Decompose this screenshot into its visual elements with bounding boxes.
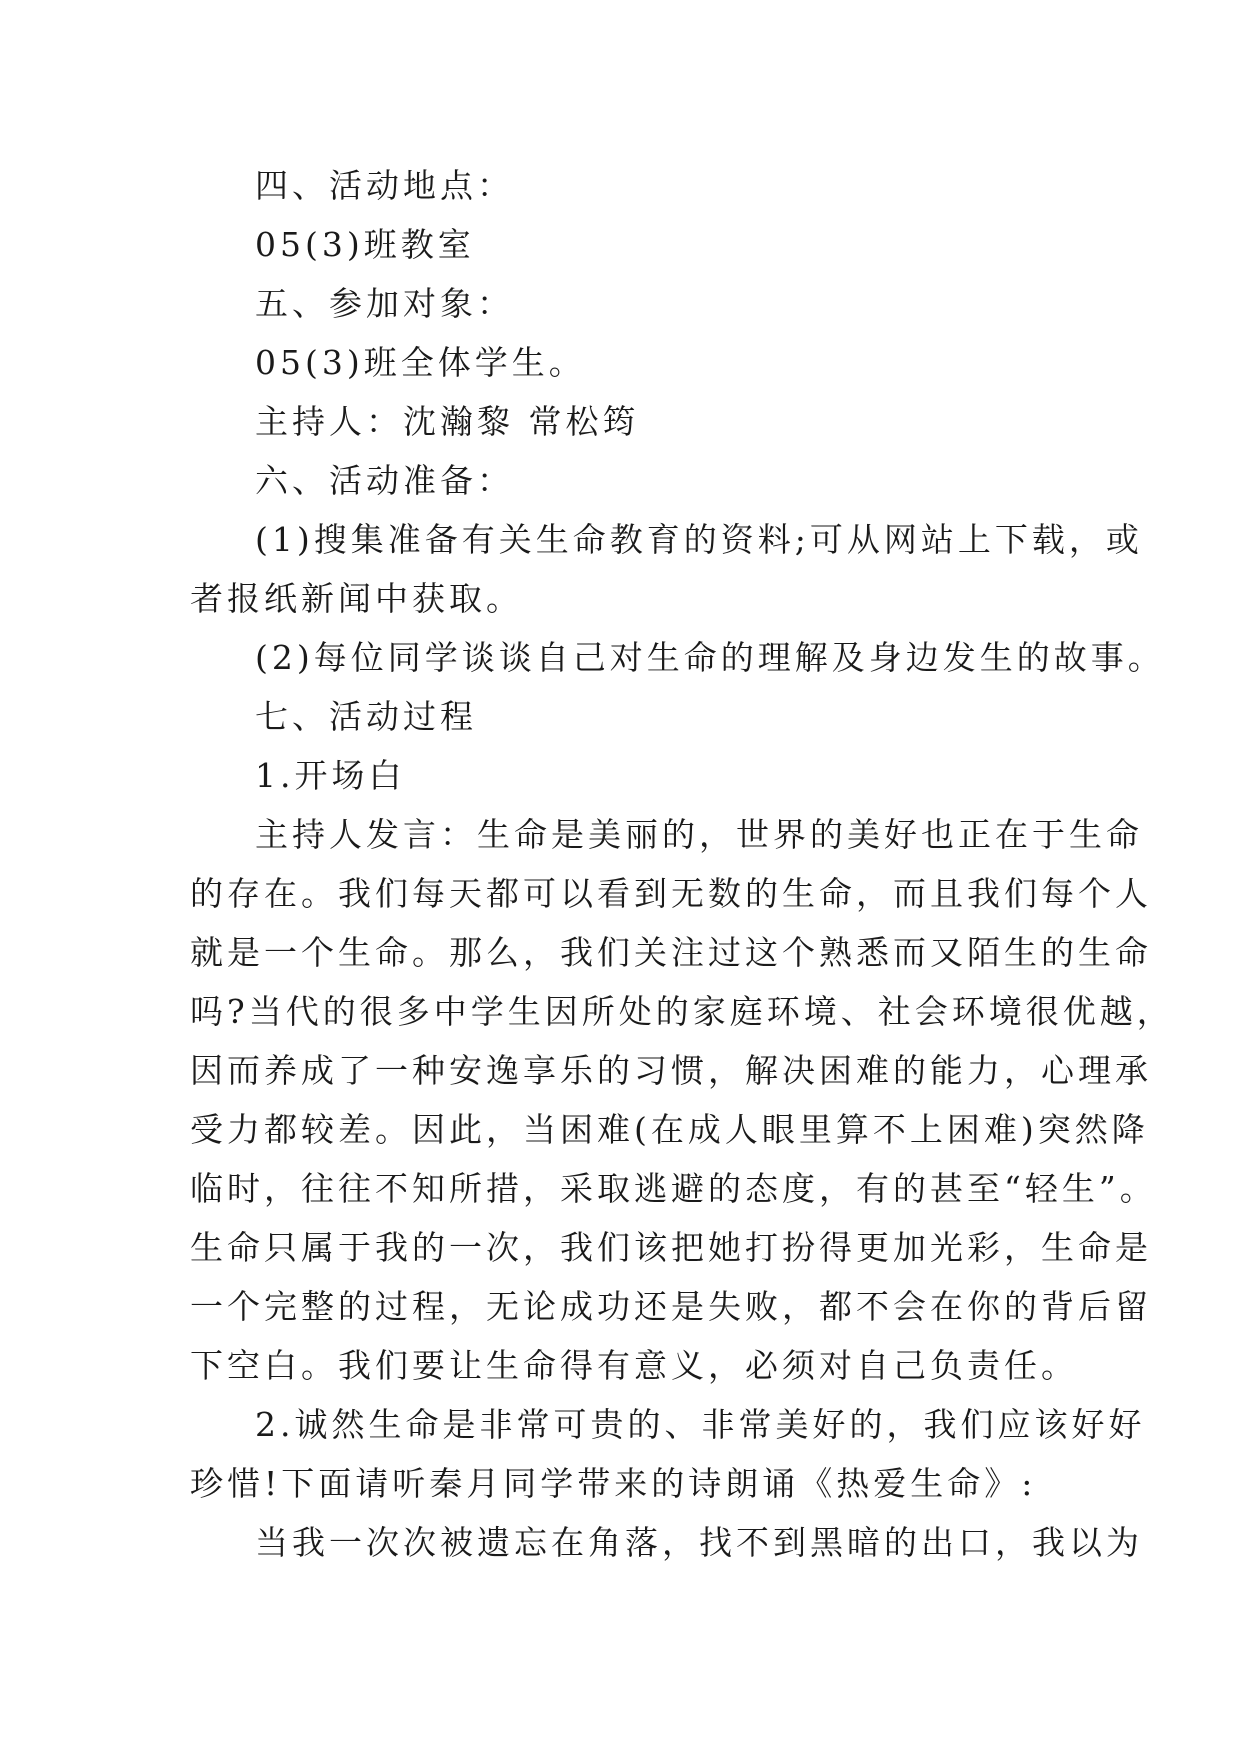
heading-activity-location: 四、活动地点： [255, 166, 514, 205]
paragraph-line: 生命只属于我的一次，我们该把她打扮得更加光彩，生命是 [190, 1228, 1152, 1267]
paragraph-line: 当我一次次被遗忘在角落，找不到黑暗的出口，我以为 [255, 1523, 1143, 1562]
paragraph-line: 就是一个生命。那么，我们关注过这个熟悉而又陌生的生命 [190, 933, 1152, 972]
paragraph-line: 主持人发言：生命是美丽的，世界的美好也正在于生命 [255, 815, 1143, 854]
paragraph-line: 的存在。我们每天都可以看到无数的生命，而且我们每个人 [190, 874, 1152, 913]
heading-process: 七、活动过程 [255, 697, 477, 736]
preparation-item-1: (1)搜集准备有关生命教育的资料;可从网站上下载，或 [255, 520, 1143, 559]
paragraph-line: 因而养成了一种安逸享乐的习惯，解决困难的能力，心理承 [190, 1051, 1152, 1090]
paragraph-line: 吗?当代的很多中学生因所处的家庭环境、社会环境很优越， [190, 992, 1174, 1031]
paragraph-line: 珍惜!下面请听秦月同学带来的诗朗诵《热爱生命》: [190, 1464, 1037, 1503]
heading-participants: 五、参加对象： [255, 284, 514, 323]
heading-preparation: 六、活动准备： [255, 461, 514, 500]
subheading-opening: 1.开场白 [255, 756, 406, 795]
paragraph-line: 2.诚然生命是非常可贵的、非常美好的，我们应该好好 [255, 1405, 1146, 1444]
location-text: 05(3)班教室 [255, 225, 475, 264]
preparation-item-2: (2)每位同学谈谈自己对生命的理解及身边发生的故事。 [255, 638, 1165, 677]
paragraph-line: 下空白。我们要让生命得有意义，必须对自己负责任。 [190, 1346, 1078, 1385]
preparation-item-1-cont: 者报纸新闻中获取。 [190, 579, 523, 618]
paragraph-line: 一个完整的过程，无论成功还是失败，都不会在你的背后留 [190, 1287, 1152, 1326]
paragraph-line: 临时，往往不知所措，采取逃避的态度，有的甚至“轻生”。 [190, 1169, 1157, 1208]
participants-text: 05(3)班全体学生。 [255, 343, 586, 382]
hosts-text: 主持人：沈瀚黎 常松筠 [255, 402, 640, 441]
paragraph-line: 受力都较差。因此，当困难(在成人眼里算不上困难)突然降 [190, 1110, 1149, 1149]
